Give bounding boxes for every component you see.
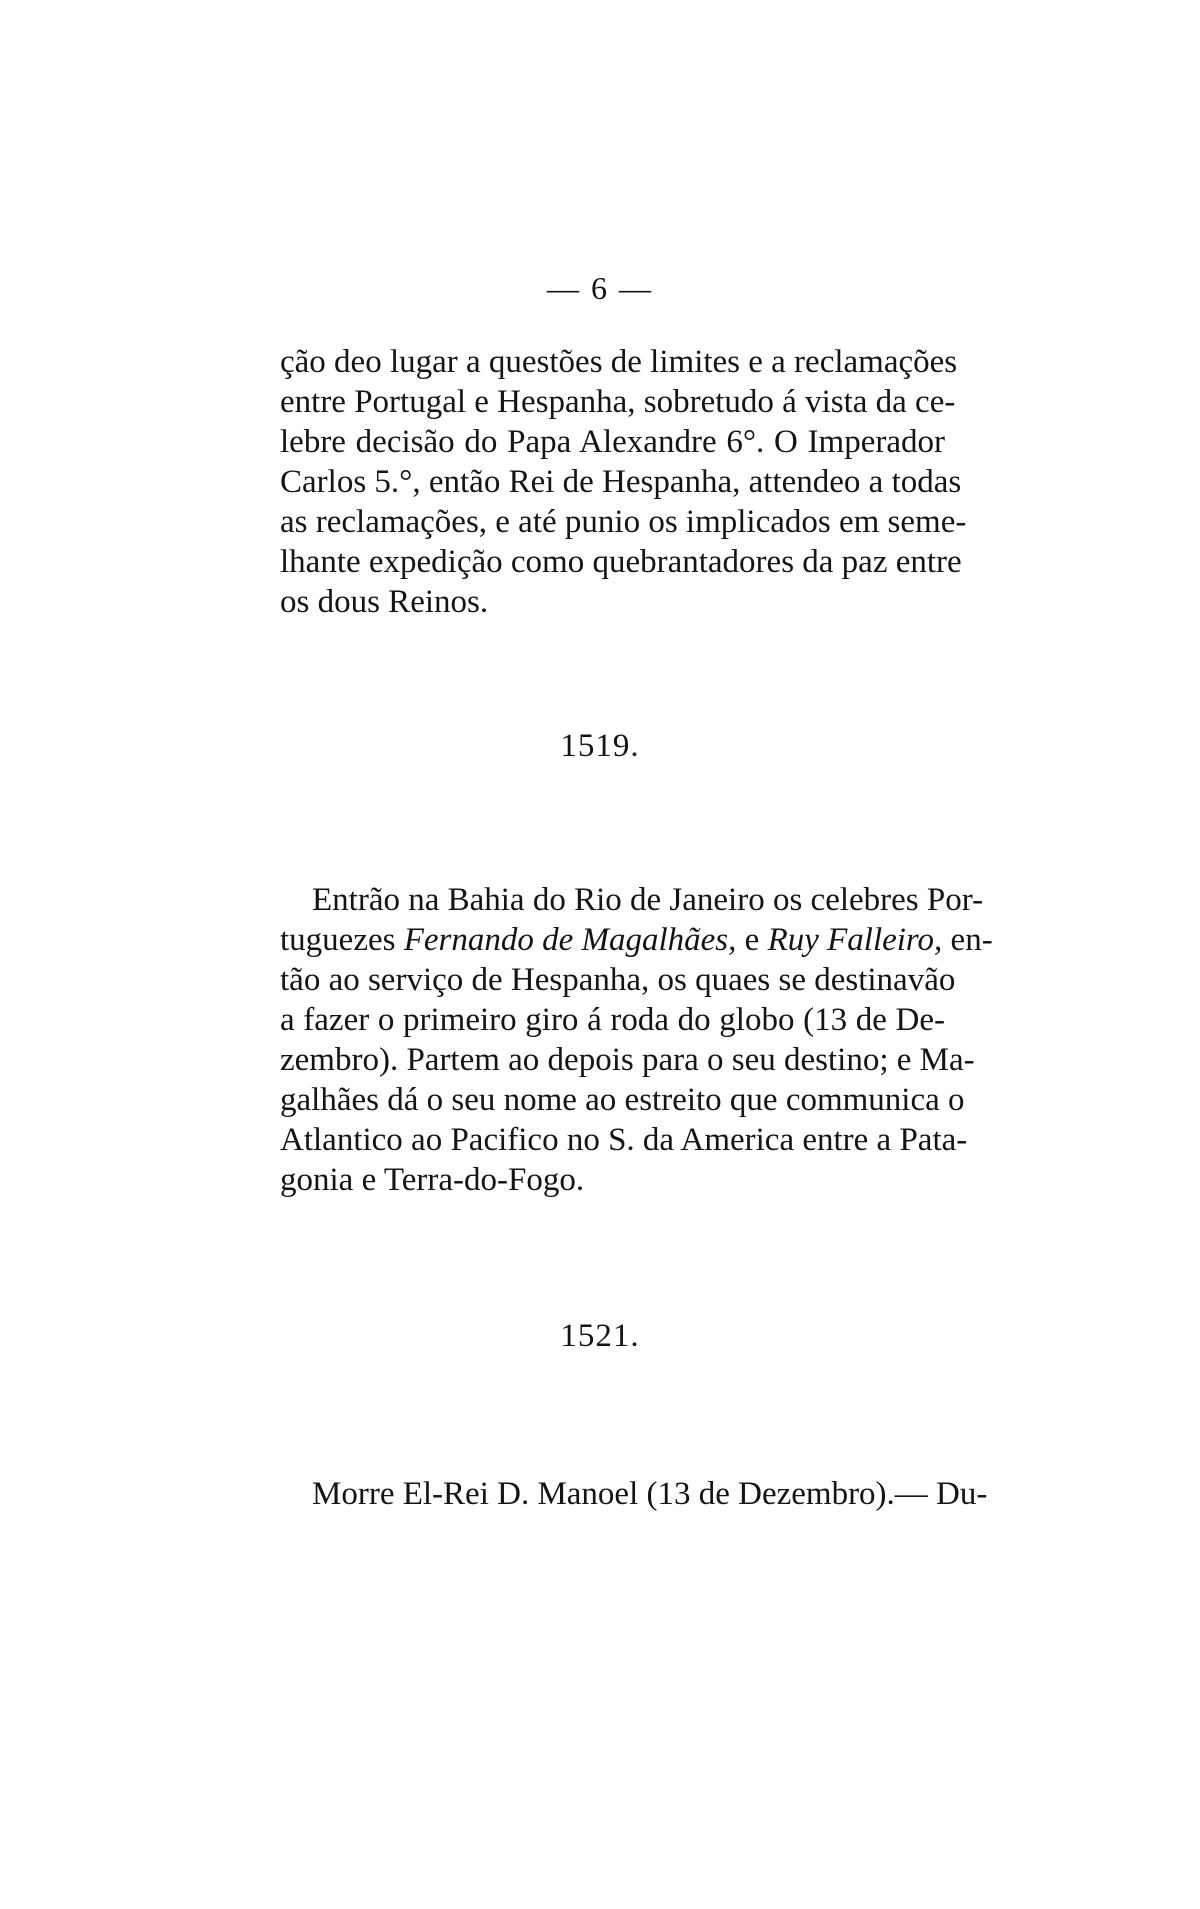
text-line: lhante expedição como quebrantadores da paz entre — [280, 544, 962, 580]
paragraph-continued — [280, 342, 967, 622]
text-line: ção deo lugar a questões de limites e a reclamações — [280, 344, 958, 380]
year-heading-1519: 1519. — [560, 728, 640, 764]
text-line: Entrão na Bahia do Rio de Janeiro os celebres Por- — [312, 882, 984, 918]
page-number: — 6 — — [547, 270, 653, 306]
text-line: Carlos 5.°, então Rei de Hespanha, attendeo a todas — [280, 464, 962, 500]
year-heading-1521: 1521. — [560, 1318, 640, 1354]
text-line: as reclamações, e até punio os implicados em seme- — [280, 504, 967, 540]
text-line: Morre El-Rei D. Manoel (13 de Dezembro).— Du- — [312, 1476, 988, 1512]
text-segment: tuguezes — [280, 922, 404, 958]
text-line: entre Portugal e Hespanha, sobretudo á vista da ce- — [280, 384, 956, 420]
text-line-with-names — [280, 920, 993, 960]
text-line: zembro). Partem ao depois para o seu destino; e Ma- — [280, 1042, 975, 1078]
text-line: a fazer o primeiro giro á roda do globo (13 de De- — [280, 1002, 945, 1038]
text-line: os dous Reinos. — [280, 584, 489, 620]
paragraph-1521 — [280, 1474, 988, 1514]
text-line: gonia e Terra-do-Fogo. — [280, 1162, 585, 1198]
paragraph-1519 — [280, 880, 993, 1200]
name-falleiro: Ruy Falleiro, — [767, 922, 943, 958]
text-line: Atlantico ao Pacifico no S. da America entre a Pata- — [280, 1122, 968, 1158]
name-magalhaes: Fernando de Magalhães, — [403, 922, 737, 958]
text-line: lebre decisão do Papa Alexandre 6°. O Imperador — [280, 424, 945, 460]
text-line: tão ao serviço de Hespanha, os quaes se destinavão — [280, 962, 956, 998]
text-line: galhães dá o seu nome ao estreito que communica o — [280, 1082, 965, 1118]
text-segment: e — [736, 922, 768, 958]
text-segment: en- — [942, 922, 993, 958]
